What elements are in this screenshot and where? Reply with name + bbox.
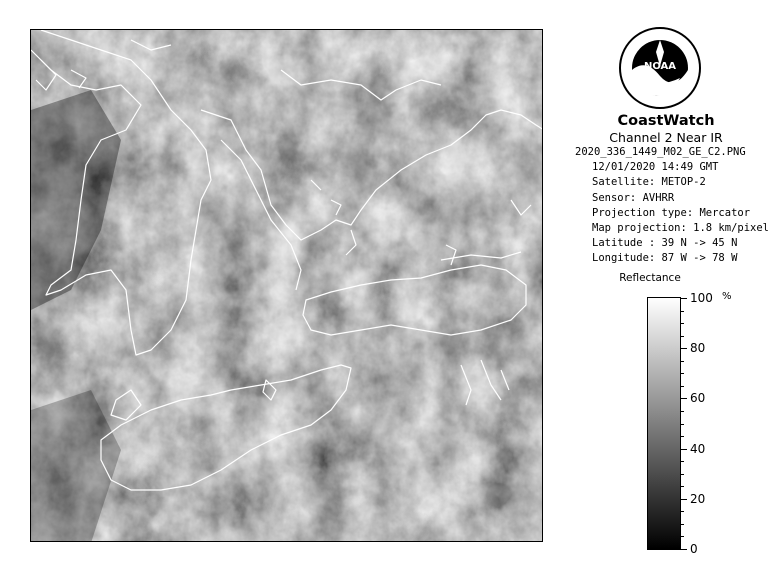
noaa-logo [618,26,702,110]
datetime: 12/01/2020 14:49 GMT [592,161,719,174]
colorbar-tick [681,348,687,349]
projection-type: Projection type: Mercator [592,206,751,219]
colorbar-minor-tick [681,486,684,487]
colorbar-minor-tick [681,436,684,437]
colorbar-unit: % [722,291,732,302]
colorbar-tick-label: 40 [690,442,706,456]
colorbar-minor-tick [681,424,684,425]
filename: 2020_336_1449_M02_GE_C2.PNG [575,146,746,158]
colorbar-minor-tick [681,536,684,537]
colorbar-minor-tick [681,524,684,525]
colorbar-minor-tick [681,461,684,462]
colorbar-tick-label: 60 [690,391,706,405]
colorbar-minor-tick [681,373,684,374]
colorbar-minor-tick [681,323,684,324]
colorbar-tick-label: 100 [690,291,713,305]
channel-label: Channel 2 Near IR [609,130,723,145]
colorbar-title: Reflectance [619,272,681,284]
satellite: Satellite: METOP-2 [592,176,706,189]
colorbar-minor-tick [681,474,684,475]
map-projection: Map projection: 1.8 km/pixel [592,222,770,235]
longitude-range: Longitude: 87 W -> 78 W [592,252,738,265]
colorbar-tick [681,499,687,500]
colorbar-tick [681,398,687,399]
colorbar-tick-label: 0 [690,542,698,556]
colorbar-axis [681,291,741,556]
colorbar-minor-tick [681,361,684,362]
colorbar-tick [681,549,687,550]
colorbar-tick [681,298,687,299]
sensor: Sensor: AVHRR [592,191,675,204]
colorbar-tick-label: 20 [690,492,706,506]
satellite-image-svg [31,30,543,542]
image-metadata [575,145,775,267]
colorbar-minor-tick [681,311,684,312]
colorbar-minor-tick [681,386,684,387]
noaa-logo-text: NOAA [643,61,677,72]
colorbar-minor-tick [681,336,684,337]
colorbar-tick [681,449,687,450]
colorbar-tick-label: 80 [690,341,706,355]
colorbar [647,297,681,550]
noaa-logo-svg [618,26,702,110]
app-title: CoastWatch [617,113,715,129]
latitude-range: Latitude : 39 N -> 45 N [592,237,738,250]
colorbar-minor-tick [681,411,684,412]
colorbar-minor-tick [681,511,684,512]
satellite-image [30,29,543,542]
